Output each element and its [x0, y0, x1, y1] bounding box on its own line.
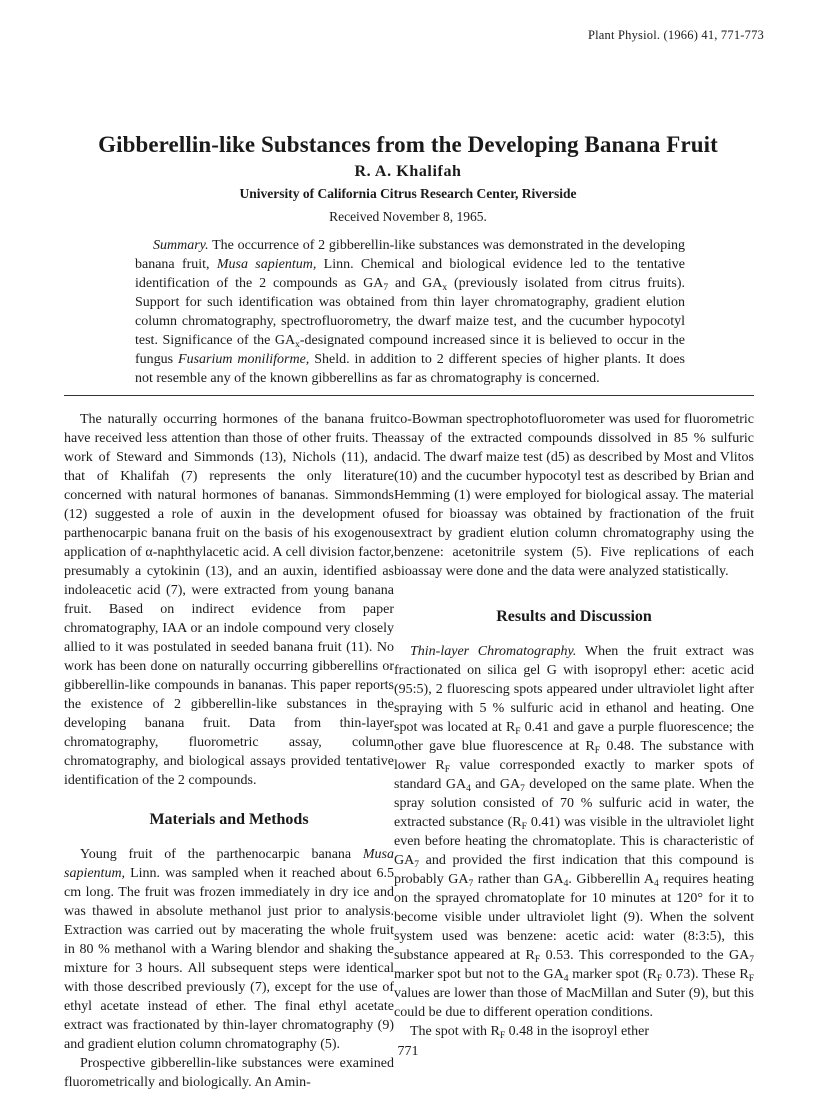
section-divider [64, 395, 754, 396]
tlc-paragraph: Thin-layer Chromatography. When the fruit extract was fractionated on silica gel G with isopropyl ether: acetic acid (95:5), 2 fluorescing spots appeared under ultraviolet light after spraying with 5 % sulfuric acid in ethanol and heating. One spot was located at $R_F$ 0.41 and gave a purple fluorescence; the other gave blue fluorescence at $R_F$ 0.48. The substance with lower $R_F$ value corresponded exactly to marker spots of standard $GA_4$ and $GA_7$ developed on the same plate. When the spray solution consisted of 70 % sulfuric acid in water, the extracted substance ($R_F$ 0.41) was visible in the ultraviolet light even before heating the chromatoplate. This is characteristic of $GA_7$ and provided the first indication that this compound is probably $GA_7$ rather than $GA_4$. Gibberellin $A_4$ requires heating on the sprayed chromatoplate for 10 minutes at 120° for it to become visible under ultraviolet light (9). When the solvent system used was benzene: acetic acid: water (8:3:5), this substance appeared at $R_F$ 0.53. This corresponded to the $GA_7$ marker spot but not to the $GA_4$ marker spot ($R_F$ 0.73). These $R_F$ values are lower than those of MacMillan and Suter (9), but this could be due to different operation conditions. [394, 644, 755, 1020]
journal-reference: Plant Physiol. (1966) 41, 771-773 [587, 28, 764, 42]
methods-continuation: co-Bowman spectrophotofluorometer was used for fluorometric assay of the extracted compounds dissolved in 85 % sulfuric acid. The dwarf maize test (d5) as described by Most and Vlitos (10) and the cucumber hypocotyl test as described by Brian and Hemming (1) were employed for biological assay. The material used for bioassay was obtained by fractionation of the fruit extract by gradient elution column chromatography using the benzene: acetonitrile system (5). Five replications of each bioassay were done and the data were analyzed statistically. [394, 412, 754, 579]
results-heading: Results and Discussion [496, 608, 652, 625]
tlc-label: Thin-layer Chromatography. [410, 644, 577, 659]
intro-paragraph: The naturally occurring hormones of the banana fruit have received less attention than those of other fruits. The work of Steward and Simmonds (13), Nichols (11), and that of Khalifah (7) represents the only literature concerned with natural hormones of bananas. Simmonds (12) suggested a role of auxin in the development of parthenocarpic banana fruit on the basis of his exogenous application of α-naphthylacetic acid. A cell division factor, presumably a cytokinin (13), and an auxin, identified as indoleacetic acid (7), were extracted from young banana fruit. Based on indirect evidence from paper chromatography, IAA or an indole compound very closely allied to it was postulated in seeded banana fruit (11). No work has been done on naturally occurring gibberellins or gibberellin-like compounds in bananas. This paper reports the existence of 2 gibberellin-like substances in the developing banana fruit. Data from thin-layer chromatography, fluorometric assay, column chromatography, and biological assays provided tentative identification of the 2 compounds. [64, 412, 394, 788]
right-column [394, 410, 754, 1041]
left-column [64, 410, 394, 1092]
spot-paragraph: The spot with $R_F$ 0.48 in the isoproyl ether [410, 1024, 650, 1041]
methods-paragraph-2: Prospective gibberellin-like substances were examined fluorometrically and biologically. An Amin- [64, 1056, 394, 1090]
methods-heading: Materials and Methods [149, 811, 309, 828]
methods-paragraph-1: Young fruit of the parthenocarpic banana Musa sapientum, Linn. was sampled when it reached about 6.5 cm long. The fruit was frozen immediately in dry ice and was thawed in absolute methanol just prior to analysis. Extraction was carried out by macerating the whole fruit in 80 % methanol with a Waring blendor and shaking the mixture for 3 hours. All subsequent steps were identical with those described previously (7), except for the use of ethyl acetate instead of ether. The final ethyl acetate extract was fractionated by thin-layer chromatography (9) and gradient elution column chromatography (5). [64, 847, 394, 1052]
fungus-name: Fusarium moniliforme, [178, 352, 310, 367]
summary-label: Summary. [153, 238, 209, 253]
author-affiliation: University of California Citrus Research Center, Riverside [239, 186, 577, 201]
species-name: Musa sapientum, [216, 257, 317, 272]
summary-paragraph: Summary. The occurrence of 2 gibberellin-like substances was demonstrated in the developing banana fruit, Musa sapientum, Linn. Chemical and biological evidence led to the tentative identification of the 2 compounds as $GA_7$ and $GA_x$ (previously isolated from citrus fruits). Support for such identification was obtained from thin layer chromatography, gradient elution column chromatography, spectrofluorometry, the dwarf maize test, and the cucumber hypocotyl test. Significance of the $GA_x$-designated compound increased since it is believed to occur in the fungus Fusarium moniliforme, Sheld. in addition to 2 different species of higher plants. It does not resemble any of the known gibberellins as far as chromatography is concerned. [135, 238, 686, 386]
author-name: R. A. Khalifah [354, 163, 462, 180]
page-number: 771 [397, 1044, 419, 1059]
article-title: Gibberellin-like Substances from the Developing Banana Fruit [98, 132, 718, 157]
received-date: Received November 8, 1965. [329, 209, 487, 224]
